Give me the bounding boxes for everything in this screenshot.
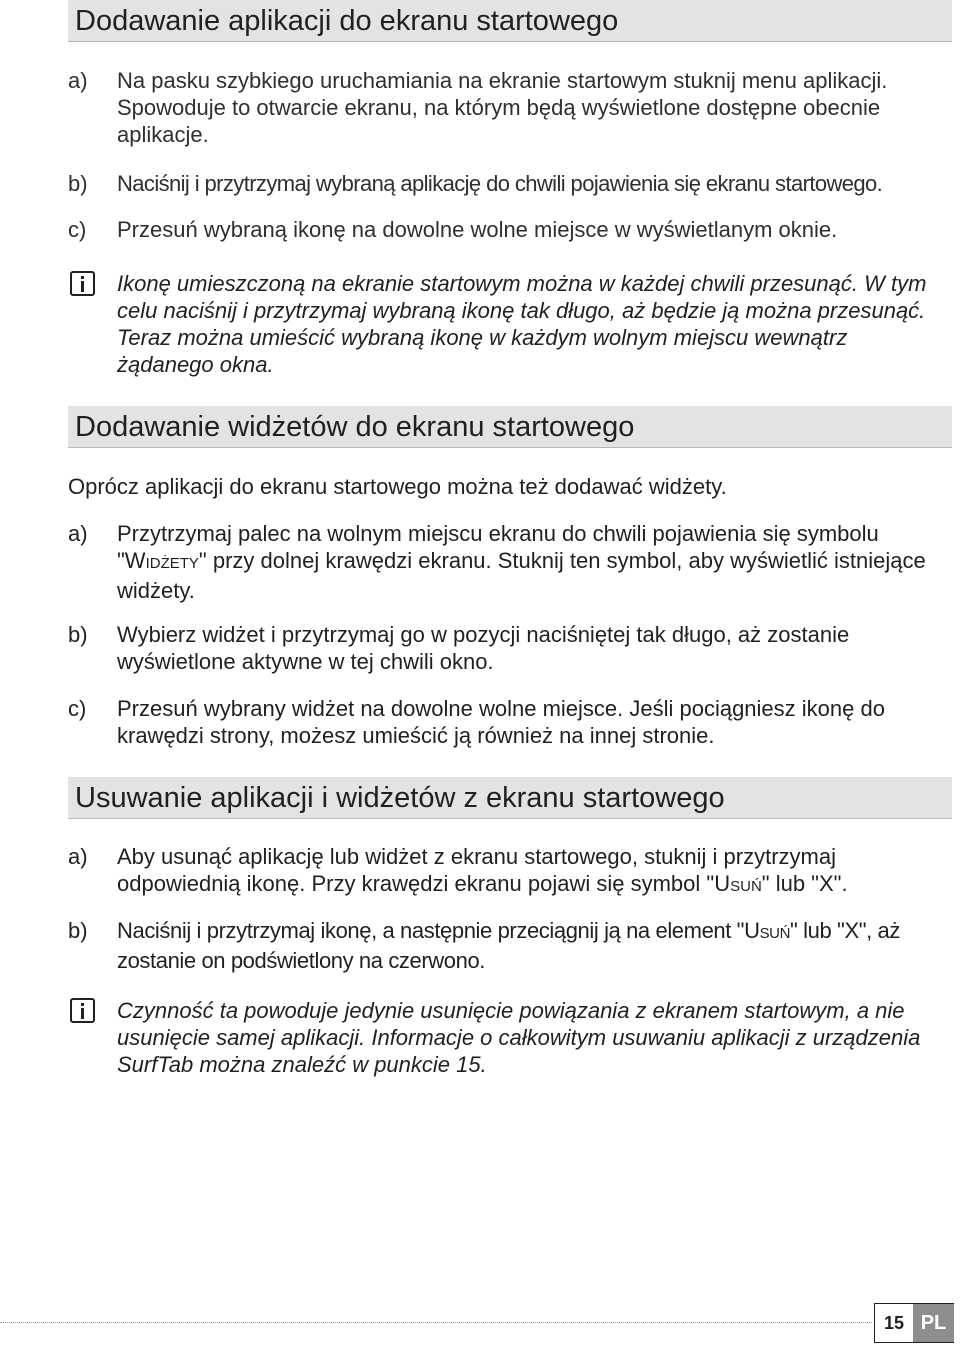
- language-badge: PL: [913, 1304, 954, 1342]
- list-item: [68, 216, 952, 243]
- page-number: 15: [883, 1313, 905, 1333]
- section-header-add-apps: [68, 0, 952, 42]
- list-item-text: Aby usunąć aplikację lub widżet z ekranu startowego, stuknij i przytrzymaj odpowiednią ikonę. Przy krawędzi ekranu pojawi się symbol "USUŃ" lub "X".: [117, 844, 848, 896]
- note-text: Czynność ta powoduje jedynie usunięcie powiązania z ekranem startowym, a nie usunięcie samej aplikacji. Informacje o całkowitym usuwaniu aplikacji z urządzenia SurfTab można znaleźć w punkcie 15.: [117, 998, 921, 1077]
- list-marker: c): [68, 217, 87, 242]
- section-title: Dodawanie aplikacji do ekranu startowego: [75, 5, 619, 37]
- list-item-text: Przesuń wybrany widżet na dowolne wolne miejsce. Jeśli pociągniesz ikonę do krawędzi strony, możesz umieścić ją również na innej stronie.: [117, 696, 885, 748]
- info-icon: [70, 998, 95, 1023]
- section-header-add-widgets: [68, 406, 952, 448]
- list-item-text: Przesuń wybraną ikonę na dowolne wolne miejsce w wyświetlanym oknie.: [117, 217, 838, 242]
- page-footer-box: [874, 1303, 954, 1343]
- list-marker: b): [68, 622, 88, 647]
- footer-dotted-line: [0, 1322, 872, 1323]
- info-icon: [70, 271, 95, 296]
- list-marker: c): [68, 696, 87, 721]
- section-header-remove: [68, 777, 952, 819]
- info-note: [68, 270, 952, 378]
- note-text: Ikonę umieszczoną na ekranie startowym można w każdej chwili przesunąć. W tym celu naciśnij i przytrzymaj wybraną ikonę tak długo, aż będzie ją można przesunąć. Teraz można umieścić wybraną ikonę w każdym wolnym miejscu wewnątrz żądanego okna.: [117, 271, 927, 377]
- list-item: [68, 170, 952, 197]
- list-marker: a): [68, 844, 88, 869]
- list-item-text: Na pasku szybkiego uruchamiania na ekranie startowym stuknij menu aplikacji. Spowoduje to otwarcie ekranu, na którym będą wyświetlone dostępne obecnie aplikacje.: [117, 68, 888, 147]
- list-item-text: Naciśnij i przytrzymaj ikonę, a następnie przeciągnij ją na element "USUŃ" lub "X", aż zostanie on podświetlony na czerwono.: [117, 918, 900, 973]
- list-item: [68, 67, 952, 148]
- list-item-text: Przytrzymaj palec na wolnym miejscu ekranu do chwili pojawienia się symbolu "WIDŻETY" przy dolnej krawędzi ekranu. Stuknij ten symbol, aby wyświetlić istniejące widżety.: [117, 521, 926, 603]
- list-marker: a): [68, 521, 88, 546]
- list-item-text: Naciśnij i przytrzymaj wybraną aplikację do chwili pojawienia się ekranu startowego.: [117, 171, 883, 196]
- info-note: [68, 997, 952, 1078]
- list-item: [68, 695, 952, 749]
- intro-paragraph: Oprócz aplikacji do ekranu startowego można też dodawać widżety.: [68, 474, 727, 499]
- list-item: [68, 621, 952, 675]
- list-item: [68, 843, 952, 900]
- list-item-text: Wybierz widżet i przytrzymaj go w pozycji naciśniętej tak długo, aż zostanie wyświetlone aktywne w tej chwili okno.: [117, 622, 850, 674]
- list-item: [68, 917, 952, 974]
- list-marker: b): [68, 171, 88, 196]
- list-marker: b): [68, 918, 88, 943]
- section-title: Dodawanie widżetów do ekranu startowego: [75, 411, 635, 443]
- list-marker: a): [68, 68, 88, 93]
- section-title: Usuwanie aplikacji i widżetów z ekranu startowego: [75, 782, 725, 814]
- list-item: [68, 520, 952, 604]
